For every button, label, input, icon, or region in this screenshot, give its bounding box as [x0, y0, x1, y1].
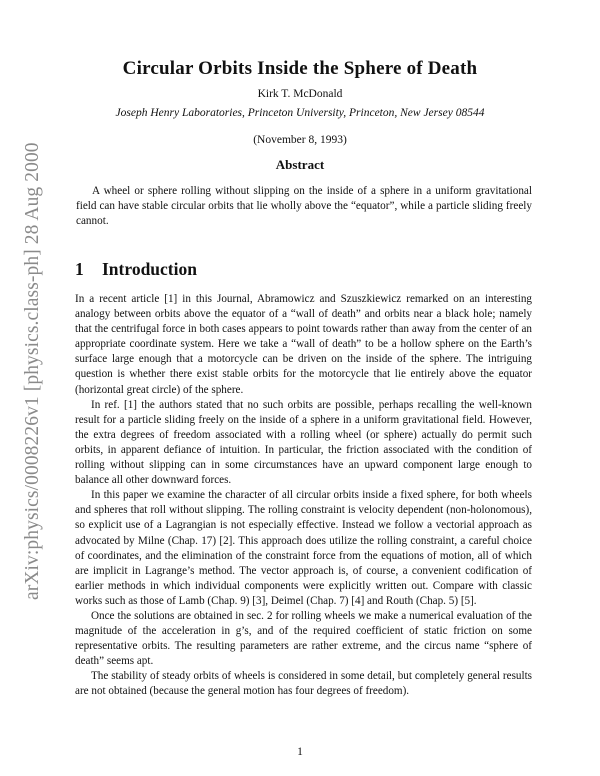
section-heading — [75, 259, 197, 280]
body-paragraph: In ref. [1] the authors stated that no such orbits are possible, perhaps recalling the well-known result for a particle sliding freely on the inside of a sphere in a uniform gravitational field. However, the extra degrees of freedom associated with a rolling wheel (or sphere) actually do permit such orbits, in apparent defiance of intuition. In particular, the friction associated with the condition of rolling without slipping can in some circumstances have an upward component large enough to balance all other downward forces. — [75, 398, 532, 487]
abstract-heading: Abstract — [275, 157, 325, 172]
abstract-text: A wheel or sphere rolling without slipping on the inside of a sphere in a uniform gravitational field can have stable circular orbits that lie wholly above the “equator”, while a particle sliding freely cannot. — [76, 185, 532, 228]
page-number: 1 — [297, 746, 303, 758]
section-number: 1 — [75, 259, 84, 279]
author-name: Kirk T. McDonald — [257, 88, 343, 100]
section-body — [75, 292, 532, 700]
paper-title: Circular Orbits Inside the Sphere of Death — [122, 58, 478, 79]
arxiv-identifier-stamp: arXiv:physics/0008226v1 [physics.class-ph] 28 Aug 2000 — [22, 142, 43, 600]
section-title: Introduction — [102, 259, 197, 279]
body-paragraph: Once the solutions are obtained in sec. 2 for rolling wheels we make a numerical evaluation of the magnitude of the acceleration in g’s, and of the required coefficient of static friction on some representative orbits. The resulting parameters are rather extreme, and the circus name “sphere of death” seems apt. — [75, 609, 532, 668]
paper-date: (November 8, 1993) — [253, 134, 347, 146]
body-paragraph: In a recent article [1] in this Journal, Abramowicz and Szuszkiewicz remarked on an interesting analogy between orbits above the equator of a “wall of death” and orbits near a black hole; namely that the centrifugal force in both cases appears to point towards rather than away from the center of an appropriate coordinate system. Here we take a “wall of death” to be a hollow sphere on the Earth’s surface large enough that a motorcycle can be driven on the inside of the sphere. The intriguing question is whether there exist stable orbits for the motorcycle that lie entirely above the equator (horizontal great circle) of the sphere. — [75, 293, 532, 396]
body-paragraph: The stability of steady orbits of wheels is considered in some detail, but completely general results are not obtained (because the general motion has four degrees of freedom). — [75, 670, 532, 698]
author-affiliation: Joseph Henry Laboratories, Princeton University, Princeton, New Jersey 08544 — [115, 107, 485, 119]
body-paragraph: In this paper we examine the character of all circular orbits inside a fixed sphere, for both wheels and spheres that roll without slipping. The rolling constraint is velocity dependent (non-holonomous), so explicit use of a Lagrangian is not especially effective. Instead we follow a vectorial approach as advocated by Milne (Chap. 17) [2]. This approach does utilize the rolling constraint, a careful choice of coordinates, and the elimination of the constraint force from the equations of motion, all of which are implicit in Lagrange’s method. The vector approach is, of course, a convenient codification of earlier methods in which individual components were explicitly written out. Compare with classic works such as those of Lamb (Chap. 9) [3], Deimel (Chap. 7) [4] and Routh (Chap. 5) [5]. — [75, 489, 532, 607]
